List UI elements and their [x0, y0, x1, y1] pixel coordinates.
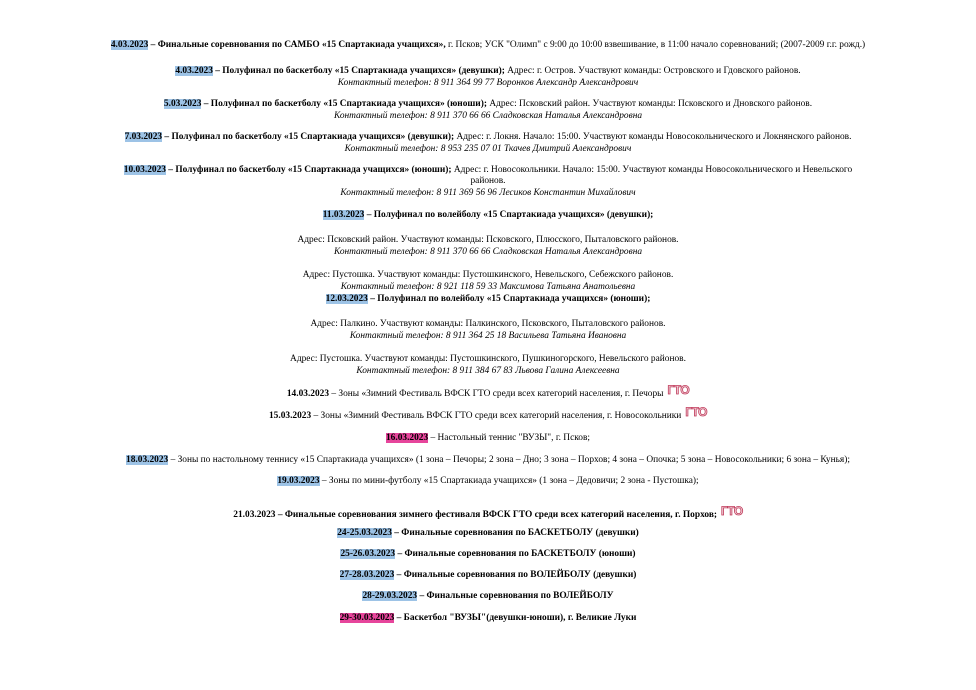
event-details: г. Псков; УСК "Олимп" с 9:00 до 10:00 взвешивание, в 11:00 начало соревнований; (2007-2009 г.г. рожд.) — [445, 40, 866, 50]
event-title: – Полуфинал по волейболу «15 Спартакиада учащихся» (девушки); — [364, 210, 654, 220]
event-date: 14.03.2023 — [286, 389, 330, 399]
event-date: 28-29.03.2023 — [362, 591, 418, 601]
address-line: Адрес: Псковский район. Участвуют команды: Псковского, Плюсского, Пыталовского районов. — [297, 235, 679, 245]
event-title: – Финальные соревнования зимнего фестиваля ВФСК ГТО среди всех категорий населения, г. Порхов; — [275, 510, 718, 520]
event-date: 27-28.03.2023 — [339, 570, 395, 580]
event-line-mini-football-zones — [0, 476, 976, 487]
event-line-gto-pechory — [0, 385, 976, 400]
event-date: 4.03.2023 — [110, 40, 149, 50]
event-date: 24-25.03.2023 — [337, 528, 392, 538]
event-line-table-tennis-universities — [0, 433, 976, 444]
event-date: 16.03.2023 — [385, 433, 429, 443]
event-title: – Полуфинал по баскетболу «15 Спартакиада учащихся» (девушки); — [162, 132, 455, 142]
contact-line: Контактный телефон: 8 911 364 99 77 Воронков Александр Александрович — [337, 78, 639, 88]
event-details: – Зоны по мини-футболу «15 Спартакиада учащихся» (1 зона – Дедовичи; 2 зона - Пустошка); — [319, 476, 699, 486]
event-line-basketball-universities — [0, 613, 976, 624]
event-details: Адрес: г. Новосокольники. Начало: 15:00. Участвуют команды Новосокольнического и Невельского — [451, 165, 853, 175]
event-title: – Финальные соревнования по ВОЛЕЙБОЛУ — [417, 591, 614, 601]
event-date: 21.03.2023 — [233, 510, 276, 520]
event-details: Адрес: г. Остров. Участвуют команды: Островского и Гдовского районов. — [504, 66, 801, 76]
event-line-basketball-boys-pskov — [0, 99, 976, 110]
address-line: Адрес: Палкино. Участвуют команды: Палкинского, Псковского, Пыталовского районов. — [310, 319, 666, 329]
event-date: 11.03.2023 — [322, 210, 365, 220]
contact-line: Контактный телефон: 8 921 118 59 33 Максимова Татьяна Анатольевна — [340, 282, 636, 292]
contact-line: Контактный телефон: 8 953 235 07 01 Ткачев Дмитрий Александрович — [344, 144, 632, 154]
gto-logo-icon: ГТО — [685, 405, 707, 419]
event-line-final-basketball-girls — [0, 528, 976, 539]
event-title: – Полуфинал по баскетболу «15 Спартакиада учащихся» (юноши); — [165, 165, 452, 175]
event-date: 18.03.2023 — [126, 455, 169, 465]
event-line-gto-novosokolniki — [0, 407, 976, 422]
event-details: Адрес: г. Локня. Начало: 15:00. Участвуют команды Новосокольнического и Локнянского районов. — [454, 132, 852, 142]
event-title: – Баскетбол "ВУЗЫ"(девушки-юноши), г. Великие Луки — [394, 613, 637, 623]
event-line-volleyball-boys — [0, 294, 976, 305]
address-line: Адрес: Пустошка. Участвуют команды: Пустошкинского, Невельского, Себежского районов. — [302, 270, 674, 280]
event-date: 19.03.2023 — [277, 476, 320, 486]
event-date: 29-30.03.2023 — [339, 613, 395, 623]
event-title: – Финальные соревнования по ВОЛЕЙБОЛУ (девушки) — [394, 570, 637, 580]
contact-line: Контактный телефон: 8 911 369 56 96 Лесиков Константин Михайлович — [340, 188, 636, 198]
event-date: 5.03.2023 — [163, 99, 202, 109]
event-date: 4.03.2023 — [175, 66, 213, 76]
event-details: Адрес: Псковский район. Участвуют команды: Псковского и Дновского районов. — [486, 99, 813, 109]
event-title: – Финальные соревнования по САМБО «15 Спартакиада учащихся», — [148, 40, 446, 50]
event-line-basketball-girls-ostrov — [0, 66, 976, 77]
event-line-basketball-boys-novosokolniki — [0, 165, 976, 176]
event-line-gto-final-porkhov — [0, 506, 976, 521]
contact-line: Контактный телефон: 8 911 370 66 66 Сладковская Наталья Александровна — [333, 247, 643, 257]
gto-logo-icon: ГТО — [667, 383, 690, 397]
event-line-final-volleyball — [0, 591, 976, 602]
event-details: – Зоны «Зимний Фестиваль ВФСК ГТО среди всех категорий населения, г. Новосокольники — [311, 411, 682, 421]
address-line: Адрес: Пустошка. Участвуют команды: Пустошкинского, Пушкиногорского, Невельского районов. — [290, 354, 686, 364]
event-date: 7.03.2023 — [124, 132, 163, 142]
event-details: – Настольный теннис "ВУЗЫ", г. Псков; — [428, 433, 591, 443]
event-line-final-volleyball-girls — [0, 570, 976, 581]
event-line-final-basketball-boys — [0, 549, 976, 560]
event-title: – Полуфинал по баскетболу «15 Спартакиада учащихся» (юноши); — [201, 99, 487, 109]
event-line-table-tennis-zones — [0, 455, 976, 466]
event-title: – Полуфинал по баскетболу «15 Спартакиада учащихся» (девушки); — [212, 66, 505, 76]
event-line-sambo — [0, 40, 976, 51]
event-date: 10.03.2023 — [123, 165, 166, 175]
contact-line: Контактный телефон: 8 911 384 67 83 Львова Галина Алексеевна — [356, 366, 620, 376]
gto-logo-icon: ГТО — [721, 504, 743, 518]
event-title: – Полуфинал по волейболу «15 Спартакиада учащихся» (юноши); — [367, 294, 651, 304]
event-date: 15.03.2023 — [268, 411, 312, 421]
contact-line: Контактный телефон: 8 911 370 66 66 Сладковская Наталья Александровна — [333, 111, 643, 121]
event-details: – Зоны «Зимний Фестиваль ВФСК ГТО среди всех категорий населения, г. Печоры — [329, 389, 664, 399]
event-details: – Зоны по настольному теннису «15 Спартакиада учащихся» (1 зона – Печоры; 2 зона – Дно; 3 зона – Порхов; 4 зона – Опочка; 5 зона – Новосокольники; 6 зона – Кунья); — [168, 455, 850, 465]
event-title: – Финальные соревнования по БАСКЕТБОЛУ (юноши) — [395, 549, 636, 559]
event-details-continuation: районов. — [470, 176, 506, 186]
contact-line: Контактный телефон: 8 911 364 25 18 Васильева Татьяна Ивановна — [349, 331, 627, 341]
event-date: 12.03.2023 — [325, 294, 368, 304]
event-title: – Финальные соревнования по БАСКЕТБОЛУ (девушки) — [391, 528, 639, 538]
event-line-basketball-girls-loknya — [0, 132, 976, 143]
event-date: 25-26.03.2023 — [340, 549, 396, 559]
event-line-volleyball-girls — [0, 210, 976, 221]
